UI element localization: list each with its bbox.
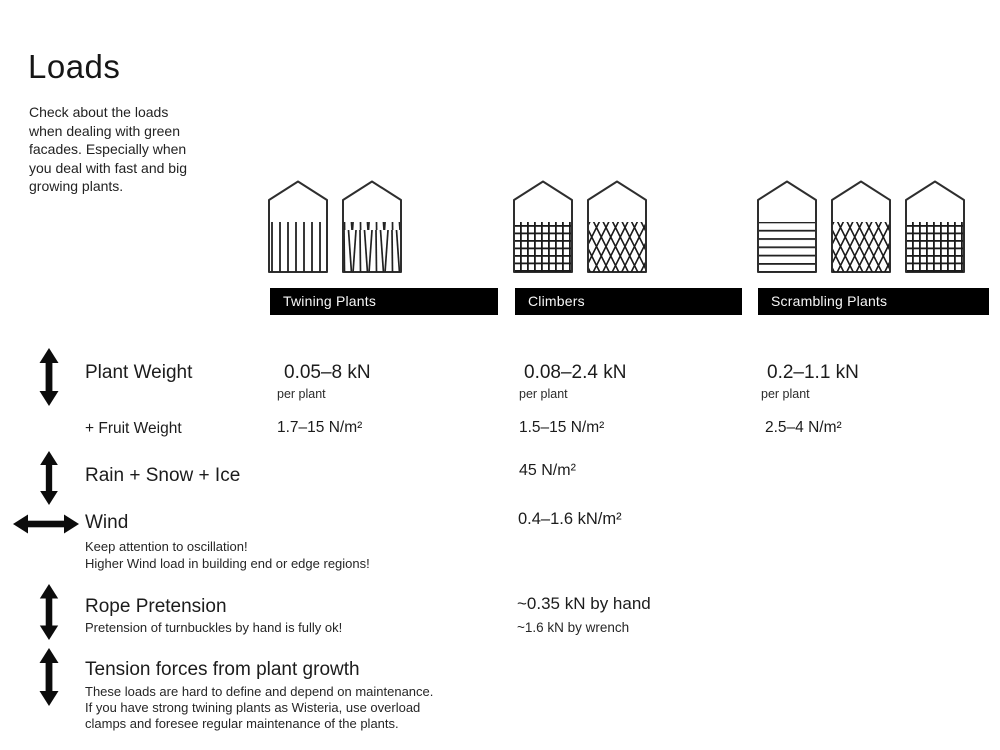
plant-weight-value-twining: 0.05–8 kN	[284, 362, 371, 383]
row-label-wind: Wind	[85, 512, 129, 533]
wind-note-edge-regions: Higher Wind load in building end or edge regions!	[85, 556, 370, 571]
facade-house-vertical-trellis-icon	[268, 180, 328, 273]
facade-house-diamond-trellis-icon	[587, 180, 647, 273]
plant-weight-sub-twining: per plant	[277, 387, 326, 401]
climbers-icon-group	[513, 180, 647, 273]
tension-note-line2: If you have strong twining plants as Wisteria, use overload	[85, 700, 421, 715]
row-label-fruit-weight: + Fruit Weight	[85, 420, 182, 437]
plant-weight-value-scrambling: 0.2–1.1 kN	[767, 362, 859, 383]
rain-snow-ice-value: 45 N/m²	[519, 462, 576, 479]
facade-house-grid-trellis-icon	[905, 180, 965, 273]
row-label-plant-weight: Plant Weight	[85, 362, 193, 383]
fruit-weight-value-twining: 1.7–15 N/m²	[277, 419, 363, 436]
wind-note-oscillation: Keep attention to oscillation!	[85, 539, 248, 554]
fruit-weight-value-climbers: 1.5–15 N/m²	[519, 419, 605, 436]
row-label-rain-snow-ice: Rain + Snow + Ice	[85, 465, 241, 486]
vertical-double-arrow-icon	[37, 451, 61, 505]
horizontal-double-arrow-icon	[13, 511, 79, 537]
category-label-scrambling-plants: Scrambling Plants	[758, 288, 989, 315]
tension-note-line1: These loads are hard to define and depend on maintenance.	[85, 684, 434, 699]
category-label-twining-plants: Twining Plants	[270, 288, 498, 315]
twining-plants-icon-group	[268, 180, 402, 273]
rope-pretension-value: ~0.35 kN by hand	[517, 594, 651, 613]
row-label-tension-forces: Tension forces from plant growth	[85, 659, 360, 680]
fruit-weight-value-scrambling: 2.5–4 N/m²	[765, 419, 842, 436]
tension-note-line3: clamps and foresee regular maintenance of the plants.	[85, 716, 399, 731]
category-label-climbers: Climbers	[515, 288, 742, 315]
plant-weight-sub-scrambling: per plant	[761, 387, 810, 401]
page-title: Loads	[28, 48, 121, 85]
wind-value: 0.4–1.6 kN/m²	[518, 510, 622, 528]
facade-house-horizontal-trellis-icon	[757, 180, 817, 273]
plant-weight-sub-climbers: per plant	[519, 387, 568, 401]
facade-house-grid-trellis-icon	[513, 180, 573, 273]
scrambling-plants-icon-group	[757, 180, 965, 273]
vertical-double-arrow-icon	[37, 584, 61, 640]
vertical-double-arrow-icon	[37, 348, 61, 406]
vertical-double-arrow-icon	[37, 648, 61, 706]
plant-weight-value-climbers: 0.08–2.4 kN	[524, 362, 627, 383]
row-label-rope-pretension: Rope Pretension	[85, 596, 227, 617]
facade-house-slanted-trellis-icon	[342, 180, 402, 273]
rope-pretension-value-sub: ~1.6 kN by wrench	[517, 620, 630, 635]
rope-pretension-note: Pretension of turnbuckles by hand is fully ok!	[85, 620, 343, 635]
facade-house-diamond-trellis-icon	[831, 180, 891, 273]
intro-text: Check about the loads when dealing with green facades. Especially when you deal with fast and big growing plants.	[29, 104, 187, 194]
